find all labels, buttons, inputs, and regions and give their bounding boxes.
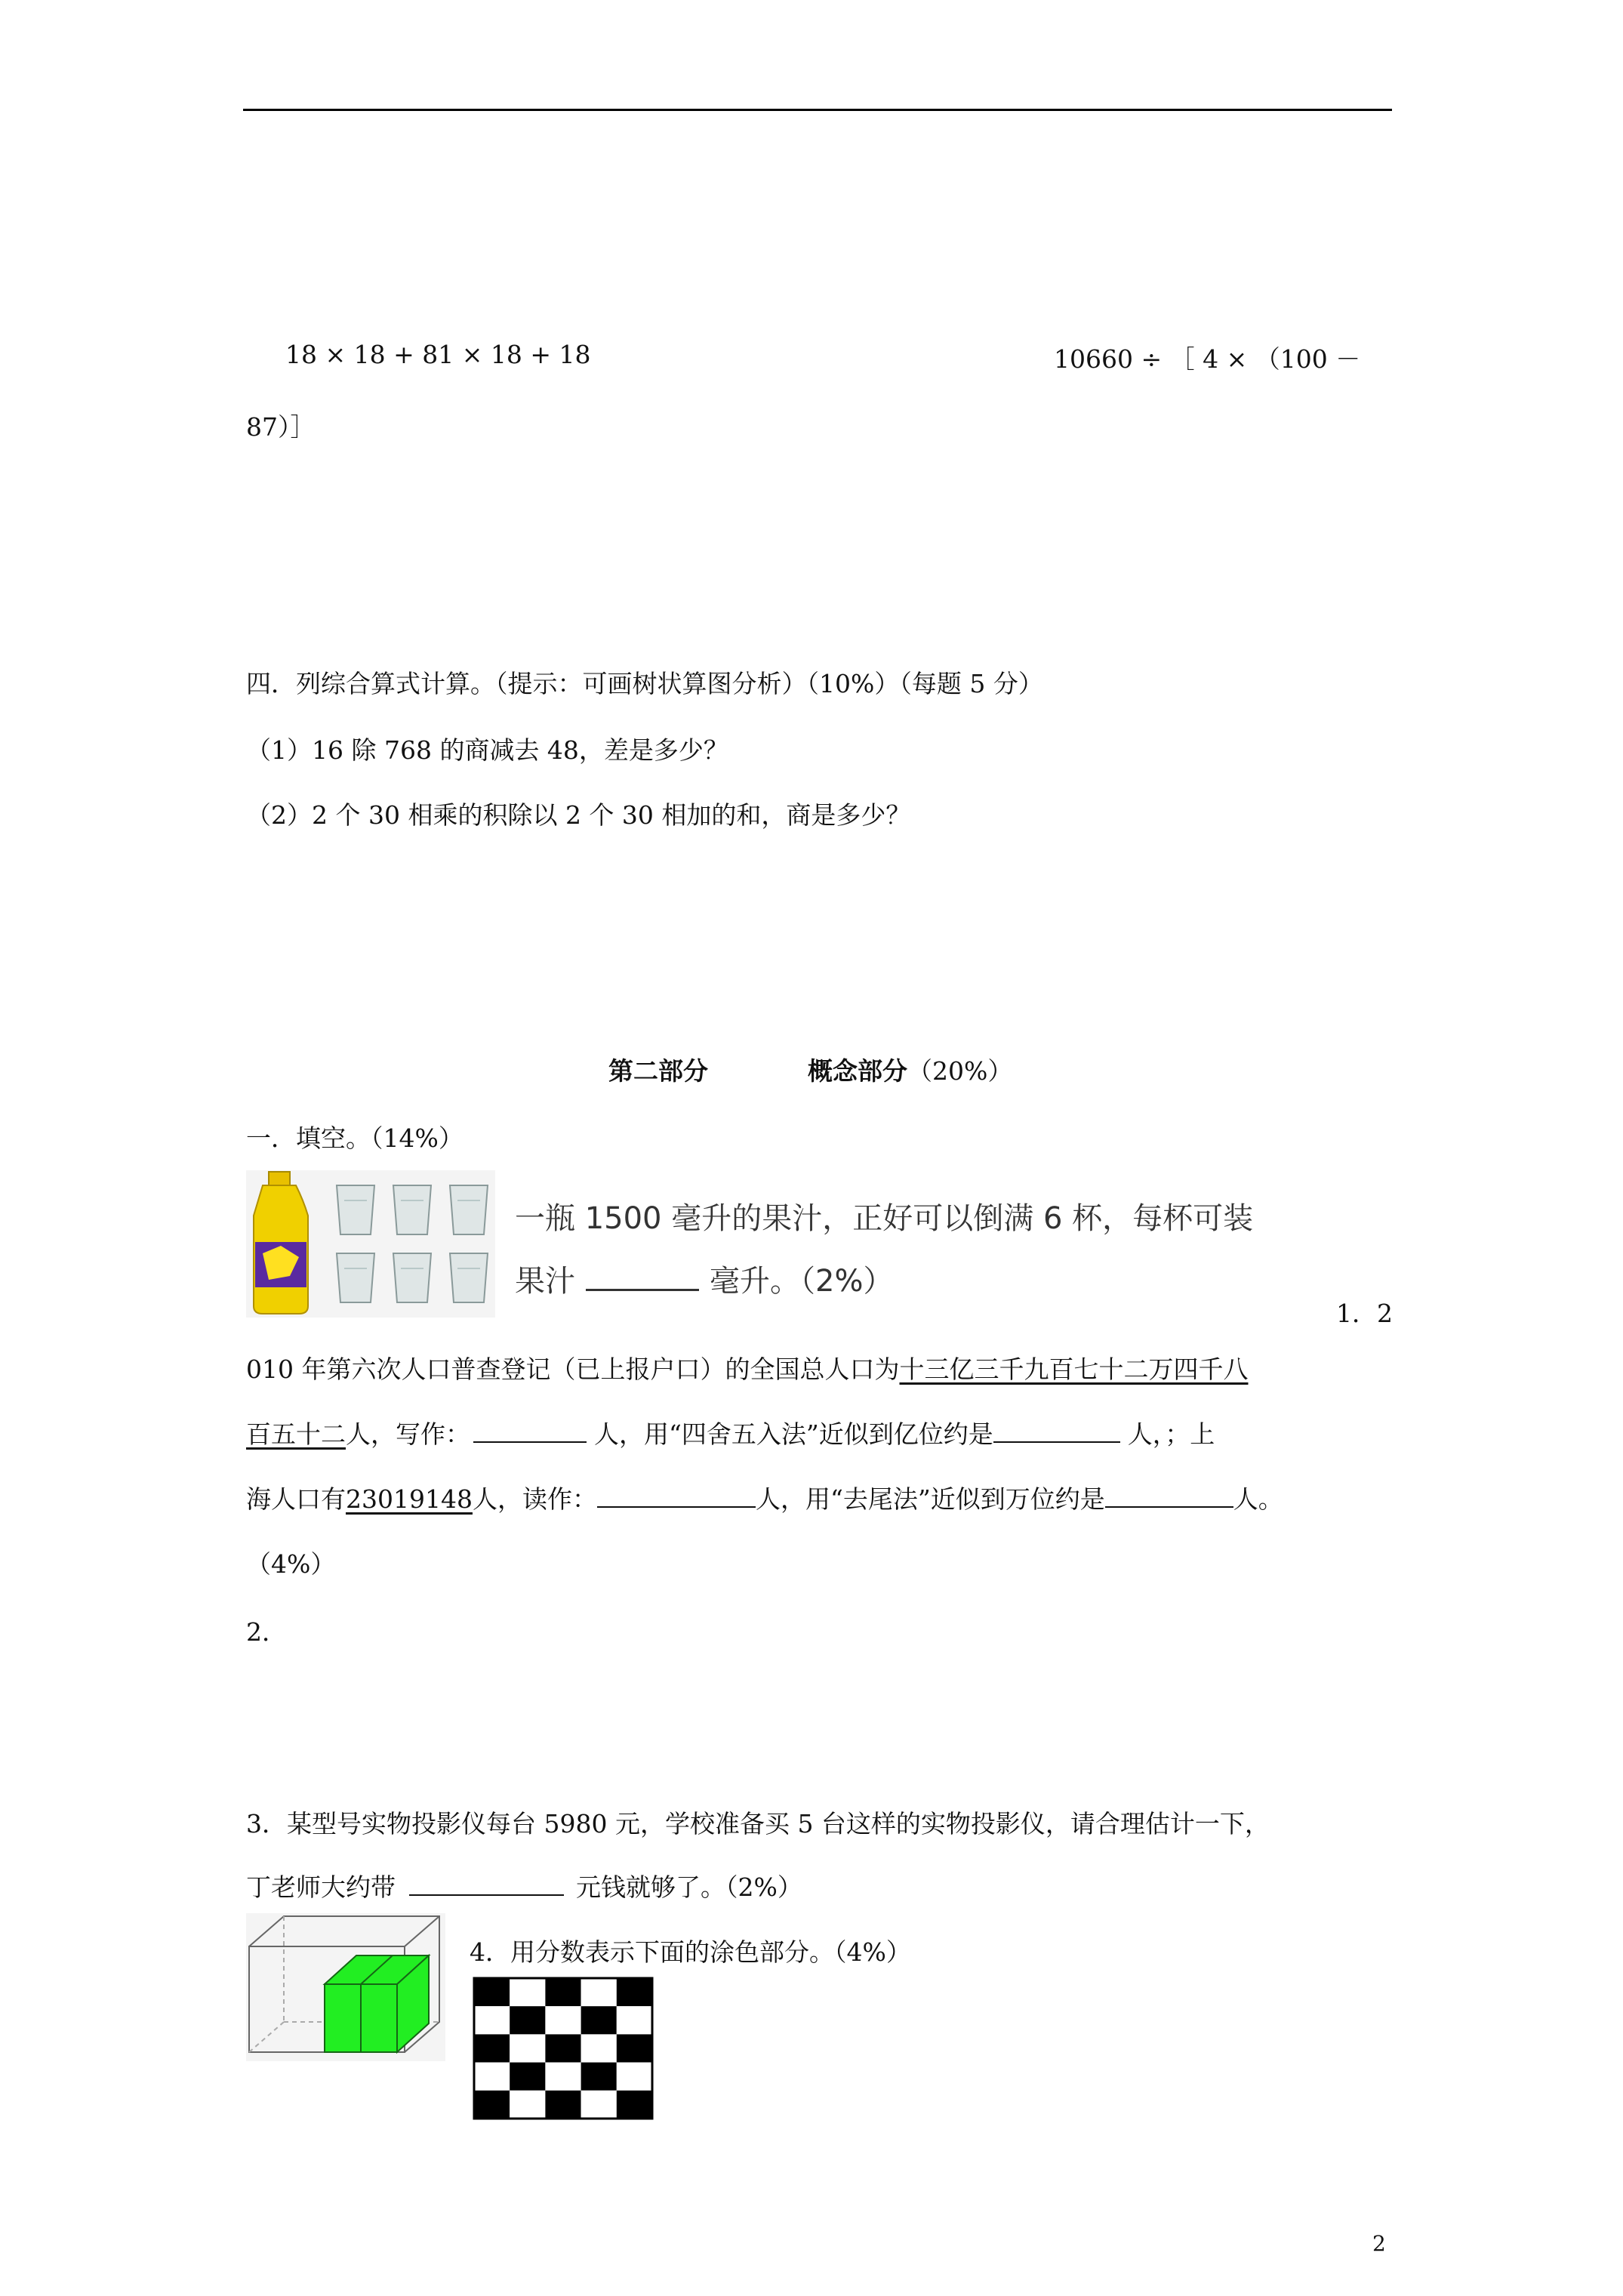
truncate-blank[interactable] xyxy=(1105,1484,1233,1508)
checker-cell-filled xyxy=(617,2034,652,2062)
part-2-subtitle xyxy=(808,1052,1012,1087)
question-3-label: 丁老师大约带 xyxy=(246,1872,396,1902)
population-in-words: 十三亿三千九百七十二万四千八 xyxy=(899,1354,1249,1384)
checker-cell-filled xyxy=(510,2006,545,2034)
page-number: 2 xyxy=(1372,2231,1386,2256)
part-2-title: 第二部分 xyxy=(608,1056,708,1086)
write-as-blank[interactable] xyxy=(473,1419,587,1443)
expression-2: 10660 ÷ ［ 4 × （100 － xyxy=(1054,344,1361,374)
checker-cell-filled xyxy=(545,2091,581,2119)
section-4-question-1: （1）16 除 768 的商减去 48，差是多少？ xyxy=(246,735,728,765)
population-in-words-end: 百五十二 xyxy=(246,1419,346,1449)
shanghai-label: 海人口有 xyxy=(246,1484,346,1514)
checker-cell-filled xyxy=(581,2006,617,2034)
question-1-line-2 xyxy=(246,1415,1215,1450)
juice-label: 果汁 xyxy=(515,1264,575,1299)
checker-cell-empty xyxy=(510,1978,545,2006)
question-3-end: 元钱就够了。（2%） xyxy=(576,1872,802,1902)
question-1-line-3 xyxy=(246,1480,1283,1515)
checker-cell-filled xyxy=(510,2063,545,2091)
part-2-percent: （20%） xyxy=(907,1056,1013,1086)
checker-cell-filled xyxy=(617,2091,652,2119)
header-rule xyxy=(243,109,1392,111)
checker-cell-empty xyxy=(545,2063,581,2091)
juice-bottle-and-cups-image xyxy=(246,1170,495,1318)
checker-cell-empty xyxy=(581,2091,617,2119)
read-as-blank[interactable] xyxy=(597,1484,756,1508)
read-as-label: 人，读作： xyxy=(472,1484,597,1514)
section-4-title: 四．列综合算式计算。（提示：可画树状算图分析）（10%）（每题 5 分） xyxy=(246,669,1043,698)
checker-cell-filled xyxy=(545,2034,581,2062)
question-1-number: 1．2 xyxy=(1336,1299,1393,1328)
checkerboard-figure xyxy=(473,1977,654,2120)
shaded-cubes xyxy=(325,1955,429,2052)
question-1-line-3-end: 人。 xyxy=(1233,1484,1283,1514)
checker-cell-filled xyxy=(617,1978,652,2006)
checker-cell-empty xyxy=(617,2063,652,2091)
fill-in-title: 一．填空。（14%） xyxy=(246,1123,463,1153)
checker-cell-filled xyxy=(474,2091,510,2119)
cube-shaded-figure xyxy=(246,1913,445,2061)
juice-answer-blank[interactable] xyxy=(586,1266,699,1291)
juice-bottle-icon xyxy=(254,1172,308,1314)
question-3-line-1: 3．某型号实物投影仪每台 5980 元，学校准备买 5 台这样的实物投影仪，请合理估计一下， xyxy=(246,1809,1270,1838)
juice-unit: 毫升。（2%） xyxy=(710,1264,894,1299)
question-3-blank[interactable] xyxy=(409,1872,564,1896)
shanghai-population: 23019148 xyxy=(346,1484,473,1514)
checker-cell-empty xyxy=(545,2006,581,2034)
checker-cell-empty xyxy=(617,2006,652,2034)
checker-cell-filled xyxy=(474,1978,510,2006)
question-1-text: 010 年第六次人口普查登记（已上报户口）的全国总人口为 xyxy=(246,1354,900,1384)
part-2-subtitle-text: 概念部分 xyxy=(808,1056,907,1086)
juice-question-line-1: 一瓶 1500 毫升的果汁，正好可以倒满 6 杯，每杯可装 xyxy=(515,1201,1254,1236)
checker-cell-filled xyxy=(474,2034,510,2062)
checker-cell-filled xyxy=(545,1978,581,2006)
expression-2-continued: 87）］ xyxy=(246,412,316,442)
checker-cell-empty xyxy=(581,2034,617,2062)
question-4-text: 4．用分数表示下面的涂色部分。（4%） xyxy=(470,1937,911,1967)
checker-cell-filled xyxy=(581,2063,617,2091)
truncate-label: 人，用“去尾法”近似到万位约是 xyxy=(755,1484,1105,1514)
checker-cell-empty xyxy=(510,2091,545,2119)
question-1-line-1 xyxy=(246,1350,1248,1385)
round-label: 人，用“四舍五入法”近似到亿位约是 xyxy=(594,1419,993,1449)
question-1-percent: （4%） xyxy=(246,1549,336,1579)
question-1-line-2-end: 人，；上 xyxy=(1127,1419,1215,1449)
question-3-line-2 xyxy=(246,1868,802,1903)
checker-cell-empty xyxy=(581,1978,617,2006)
expression-1: 18 × 18 + 81 × 18 + 18 xyxy=(285,340,591,369)
write-as-label: 人，写作： xyxy=(346,1419,470,1449)
question-2-number: 2． xyxy=(246,1617,287,1647)
round-blank[interactable] xyxy=(993,1419,1120,1443)
checker-cell-empty xyxy=(474,2006,510,2034)
checker-cell-empty xyxy=(510,2034,545,2062)
section-4-question-2: （2）2 个 30 相乘的积除以 2 个 30 相加的和，商是多少？ xyxy=(246,800,911,830)
checker-cell-empty xyxy=(474,2063,510,2091)
juice-question-line-2 xyxy=(515,1257,893,1300)
